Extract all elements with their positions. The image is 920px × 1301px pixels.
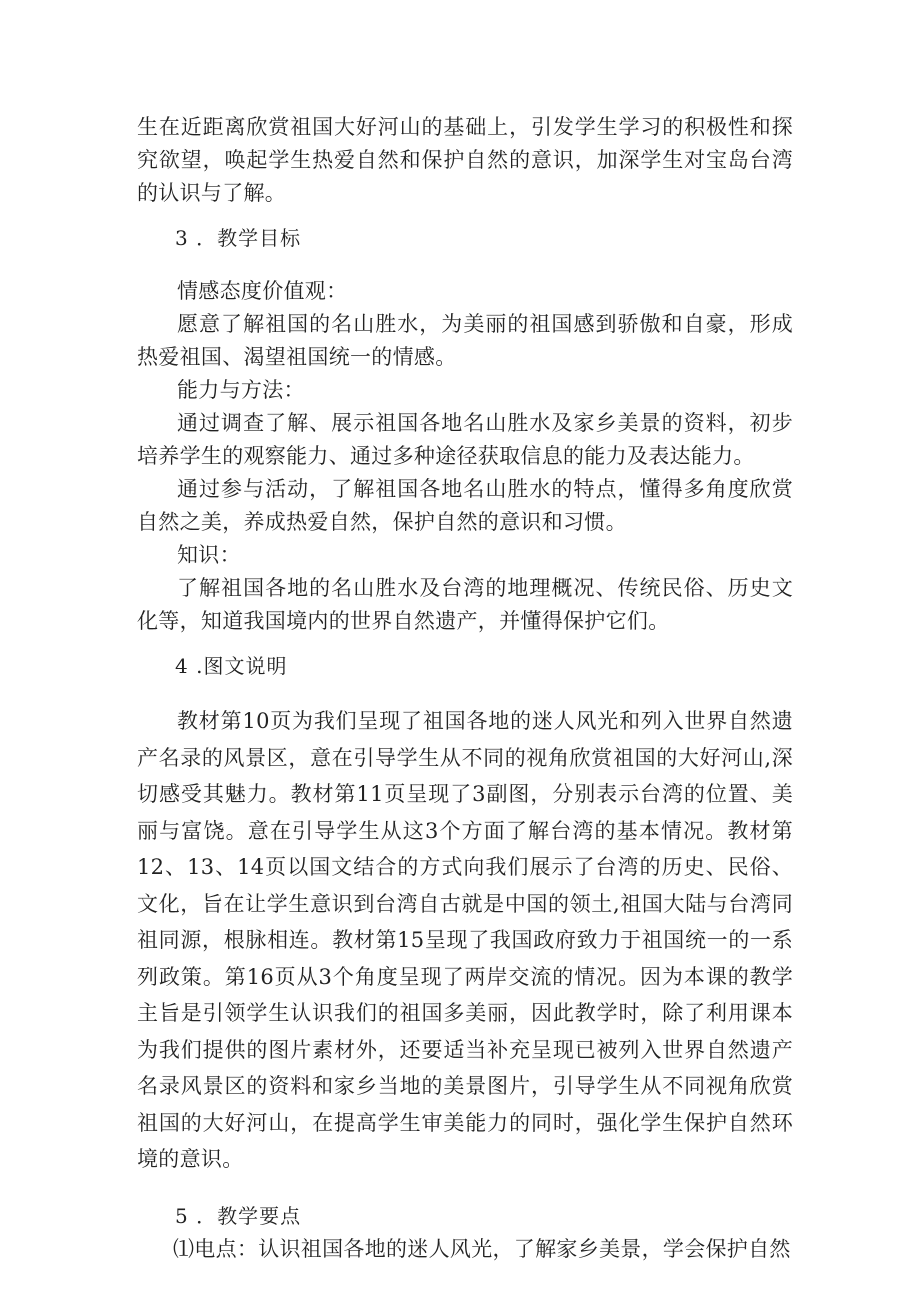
knowledge-label: 知识： [177, 543, 241, 567]
section-5-heading: 5 ．教学要点 [175, 1203, 302, 1228]
ability-label: 能力与方法： [177, 378, 305, 402]
emotion-label: 情感态度价值观： [177, 279, 348, 303]
section-5-item-1: ⑴电点：认识祖国各地的迷人风光，了解家乡美景，学会保护自然 [173, 1236, 791, 1261]
intro-paragraph: 生在近距离欣赏祖国大好河山的基础上，引发学生学习的积极性和探究欲望，唤起学生热爱自然和保护自然的意识，加深学生对宝岛台湾的认识与了解。 [137, 115, 793, 205]
ability-text-1: 通过调查了解、展示祖国各地名山胜水及家乡美景的资料，初步培养学生的观察能力、通过多种途径获取信息的能力及表达能力。 [137, 411, 793, 468]
document-page [137, 111, 793, 1266]
emotion-text: 愿意了解祖国的名山胜水，为美丽的祖国感到骄傲和自豪，形成热爱祖国、渴望祖国统一的情感。 [137, 312, 793, 369]
section-4-heading: 4 .图文说明 [175, 654, 288, 678]
ability-text-2: 通过参与活动，了解祖国各地名山胜水的特点，懂得多角度欣赏自然之美，养成热爱自然，保护自然的意识和习惯。 [137, 477, 793, 534]
knowledge-text: 了解祖国各地的名山胜水及台湾的地理概况、传统民俗、历史文化等，知道我国境内的世界自然遗产，并懂得保护它们。 [137, 576, 793, 633]
section-3-heading: 3 ．教学目标 [175, 226, 302, 250]
section-4-text: 教材第10页为我们呈现了祖国各地的迷人风光和列入世界自然遗产名录的风景区，意在引导学生从不同的视角欣赏祖国的大好河山,深切感受其魅力。教材第11页呈现了3副图，分别表示台湾的位置、美丽与富饶。意在引导学生从这3个方面了解台湾的基本情况。教材第12、13、14页以国文结合的方式向我们展示了台湾的历史、民俗、文化，旨在让学生意识到台湾自古就是中国的领土,祖国大陆与台湾同祖同源，根脉相连。教材第15呈现了我国政府致力于祖国统一的一系列政策。第16页从3个角度呈现了两岸交流的情况。因为本课的教学主旨是引领学生认识我们的祖国多美丽，因此教学时，除了利用课本为我们提供的图片素材外，还要适当补充呈现已被列入世界自然遗产名录风景区的资料和家乡当地的美景图片，引导学生从不同视角欣赏祖国的大好河山，在提高学生审美能力的同时，强化学生保护自然环境的意识。 [137, 709, 793, 1171]
